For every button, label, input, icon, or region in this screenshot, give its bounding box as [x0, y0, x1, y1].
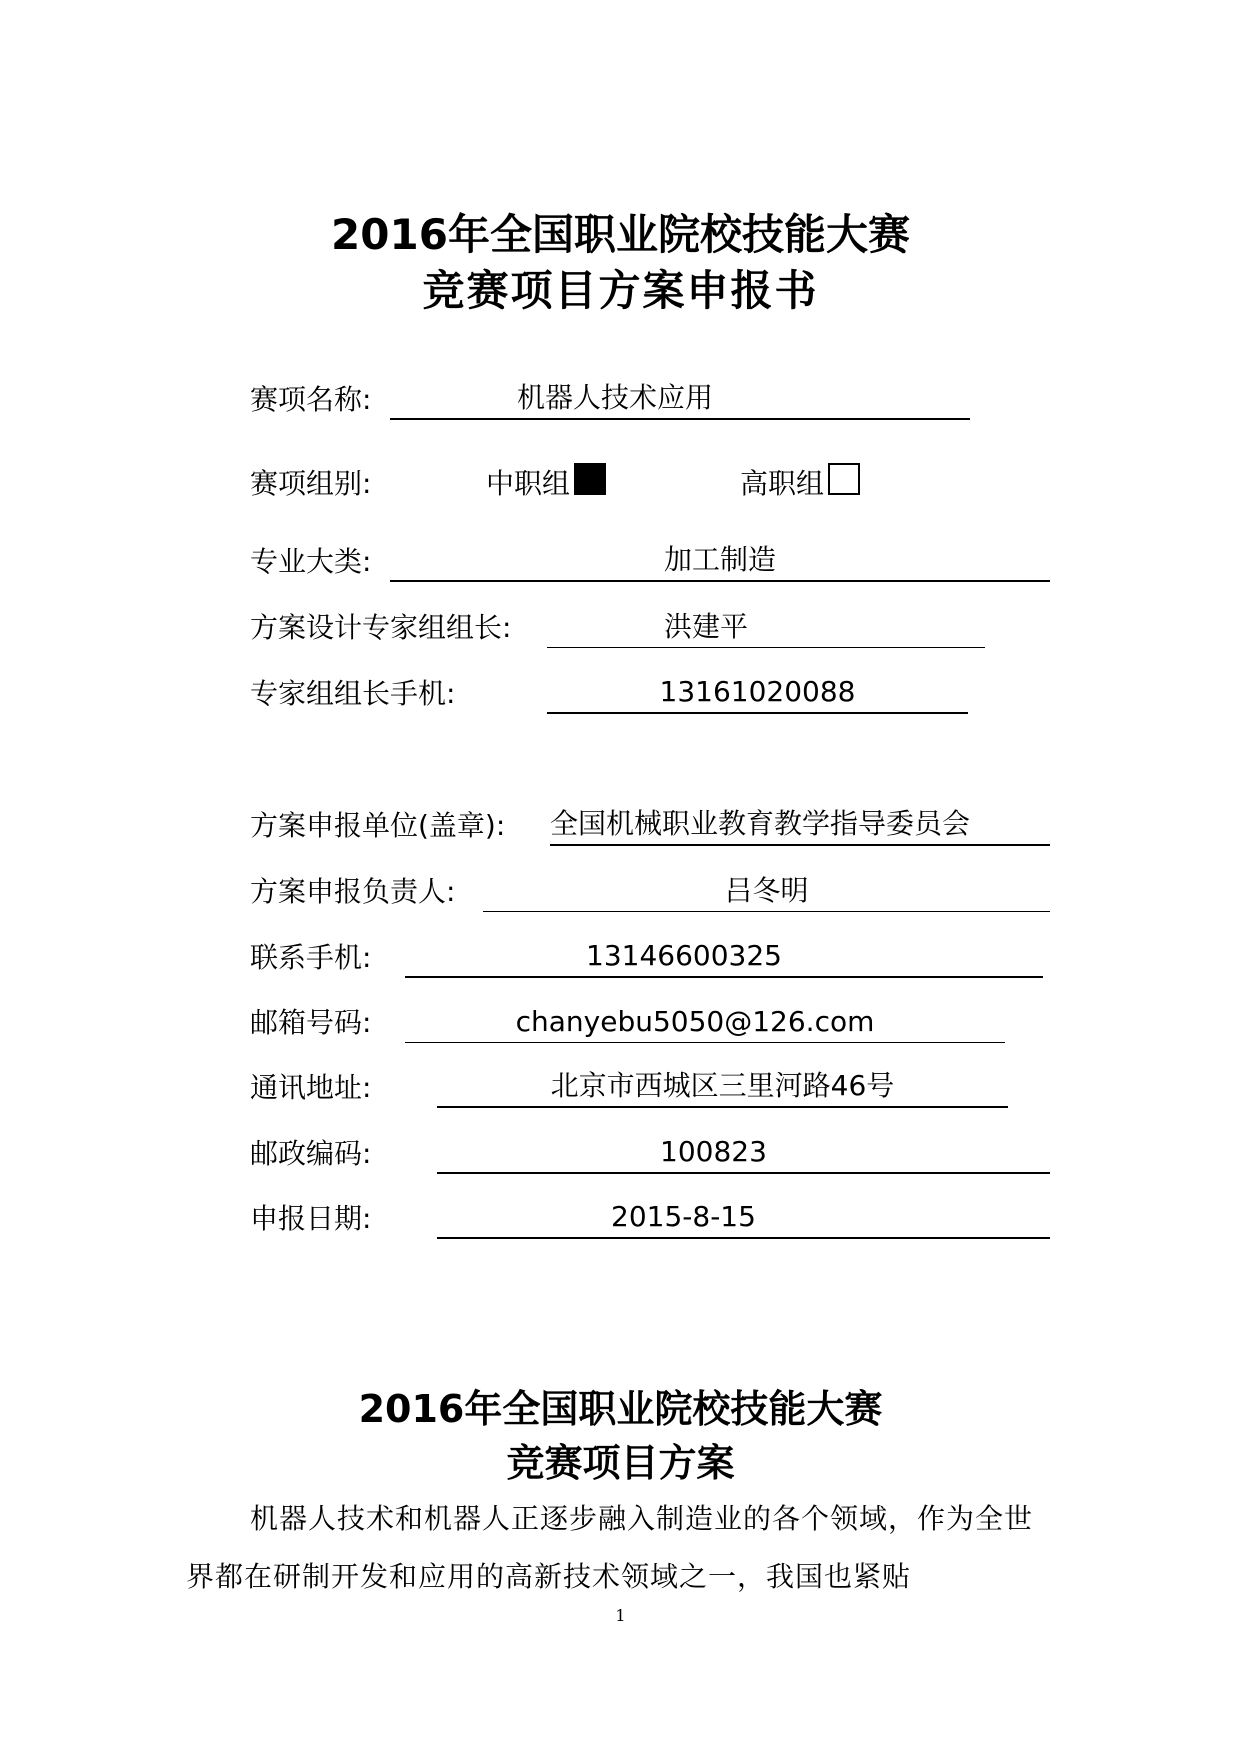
leader-phone-label: 专家组组长手机:	[250, 677, 456, 710]
group-option-higher-label: 高职组	[740, 467, 825, 500]
cover-title-line2: 竞赛项目方案申报书	[422, 266, 819, 315]
plan-paragraph: 机器人技术和机器人正逐步融入制造业的各个领域，作为全世界都在研制开发和应用的高新技术领域之一，我国也紧贴	[186, 1502, 1034, 1593]
checked-box-icon	[574, 463, 606, 495]
address-row	[250, 1068, 1008, 1108]
responsible-person-field	[483, 871, 1050, 912]
email-label: 邮箱号码:	[250, 1006, 372, 1039]
email-row	[250, 1003, 1005, 1043]
expert-leader-label: 方案设计专家组组长:	[250, 611, 512, 644]
responsible-person-value: 吕冬明	[724, 874, 809, 907]
group-option-secondary-label: 中职组	[486, 467, 571, 500]
address-field	[437, 1066, 1008, 1108]
leader-phone-field	[547, 672, 968, 714]
major-category-value: 加工制造	[663, 543, 776, 576]
postal-code-field	[437, 1132, 1050, 1174]
major-category-row	[250, 542, 1050, 582]
responsible-person-label: 方案申报负责人:	[250, 875, 456, 908]
group-row	[250, 458, 950, 504]
cover-title-line1: 2016年全国职业院校技能大赛	[331, 210, 910, 259]
contact-phone-field	[405, 936, 1043, 978]
contact-phone-value: 13146600325	[586, 939, 782, 972]
applicant-unit-label: 方案申报单位(盖章):	[250, 809, 506, 842]
leader-phone-value: 13161020088	[659, 675, 856, 708]
leader-phone-row	[250, 674, 968, 714]
plan-title-line1: 2016年全国职业院校技能大赛	[358, 1387, 883, 1431]
date-label: 申报日期:	[250, 1202, 372, 1235]
postal-code-label: 邮政编码:	[250, 1137, 372, 1170]
event-name-row	[250, 380, 970, 420]
contact-phone-row	[250, 938, 1043, 978]
group-option-secondary	[486, 463, 606, 504]
expert-leader-value: 洪建平	[663, 610, 748, 643]
group-label: 赛项组别:	[250, 467, 372, 500]
applicant-unit-field	[550, 804, 1050, 846]
unchecked-box-icon	[828, 463, 860, 495]
postal-code-row	[250, 1134, 1050, 1174]
major-category-field	[390, 540, 1050, 582]
email-field	[405, 1002, 1005, 1043]
address-label: 通讯地址:	[250, 1071, 372, 1104]
group-option-higher	[740, 463, 860, 504]
event-name-value: 机器人技术应用	[516, 381, 713, 414]
postal-code-value: 100823	[660, 1135, 767, 1168]
event-name-field	[390, 378, 970, 420]
plan-title-line2: 竞赛项目方案	[506, 1441, 735, 1485]
responsible-person-row	[250, 872, 1050, 912]
expert-leader-row	[250, 608, 985, 648]
date-field	[437, 1197, 1050, 1239]
event-name-label: 赛项名称:	[250, 383, 372, 416]
page-number: 1	[615, 1606, 626, 1625]
major-category-label: 专业大类:	[250, 545, 372, 578]
date-row	[250, 1199, 1050, 1239]
expert-leader-field	[547, 607, 985, 648]
email-value: chanyebu5050@126.com	[515, 1005, 875, 1038]
address-value: 北京市西城区三里河路46号	[550, 1069, 895, 1102]
applicant-unit-value: 全国机械职业教育教学指导委员会	[550, 807, 971, 840]
applicant-unit-row	[250, 806, 1050, 846]
contact-phone-label: 联系手机:	[250, 941, 372, 974]
date-value: 2015-8-15	[611, 1200, 756, 1233]
